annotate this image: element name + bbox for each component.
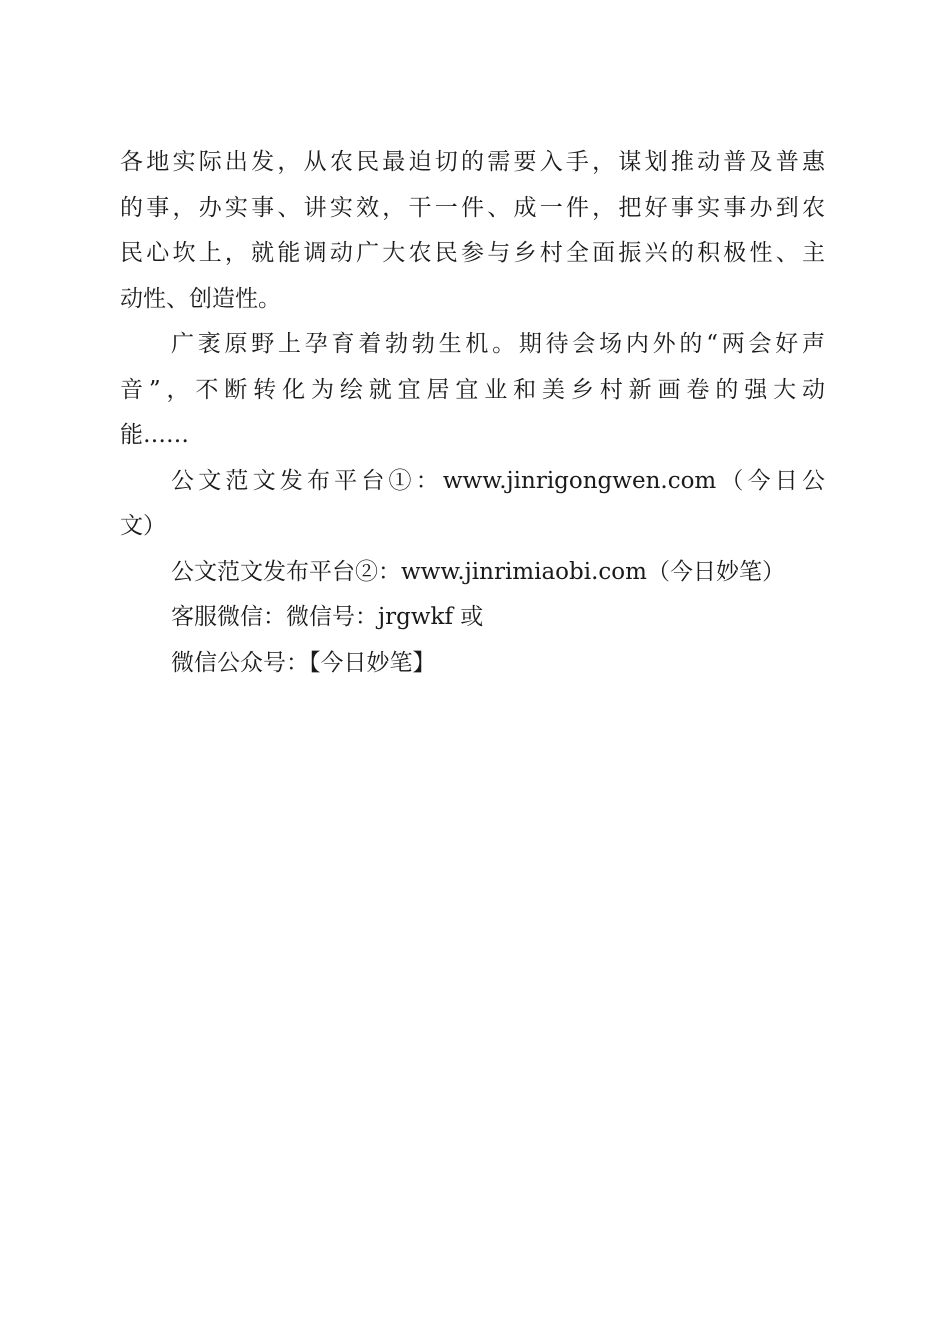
footer-contact-info [120,459,825,687]
official-account-line: 微信公众号：【今日妙笔】 [171,649,436,676]
paragraph-line: 音”，不断转化为绘就宜居宜业和美乡村新画卷的强大动 [120,376,825,403]
platform-1-line-continued: 文） [120,513,166,539]
service-wechat-line: 客服微信：微信号：jrgwkf 或 [171,604,484,630]
paragraph-line: 动性、创造性。 [120,285,281,312]
document-body [120,140,825,686]
paragraph-line: 民心坎上，就能调动广大农民参与乡村全面振兴的积极性、主 [120,240,825,266]
paragraph-line: 各地实际出发，从农民最迫切的需要入手，谋划推动普及普惠 [120,149,825,175]
paragraph-rural-revitalization [120,140,825,322]
paragraph-line: 的事，办实事、讲实效，干一件、成一件，把好事实事办到农 [120,194,825,221]
paragraph-outlook [120,322,825,459]
paragraph-line: 广袤原野上孕育着勃勃生机。期待会场内外的“两会好声 [171,331,825,357]
platform-2-line: 公文范文发布平台②：www.jinrimiaobi.com（今日妙笔） [171,558,785,585]
platform-1-line: 公文范文发布平台①：www.jinrigongwen.com（今日公 [171,467,825,494]
paragraph-line: 能…… [120,422,189,448]
